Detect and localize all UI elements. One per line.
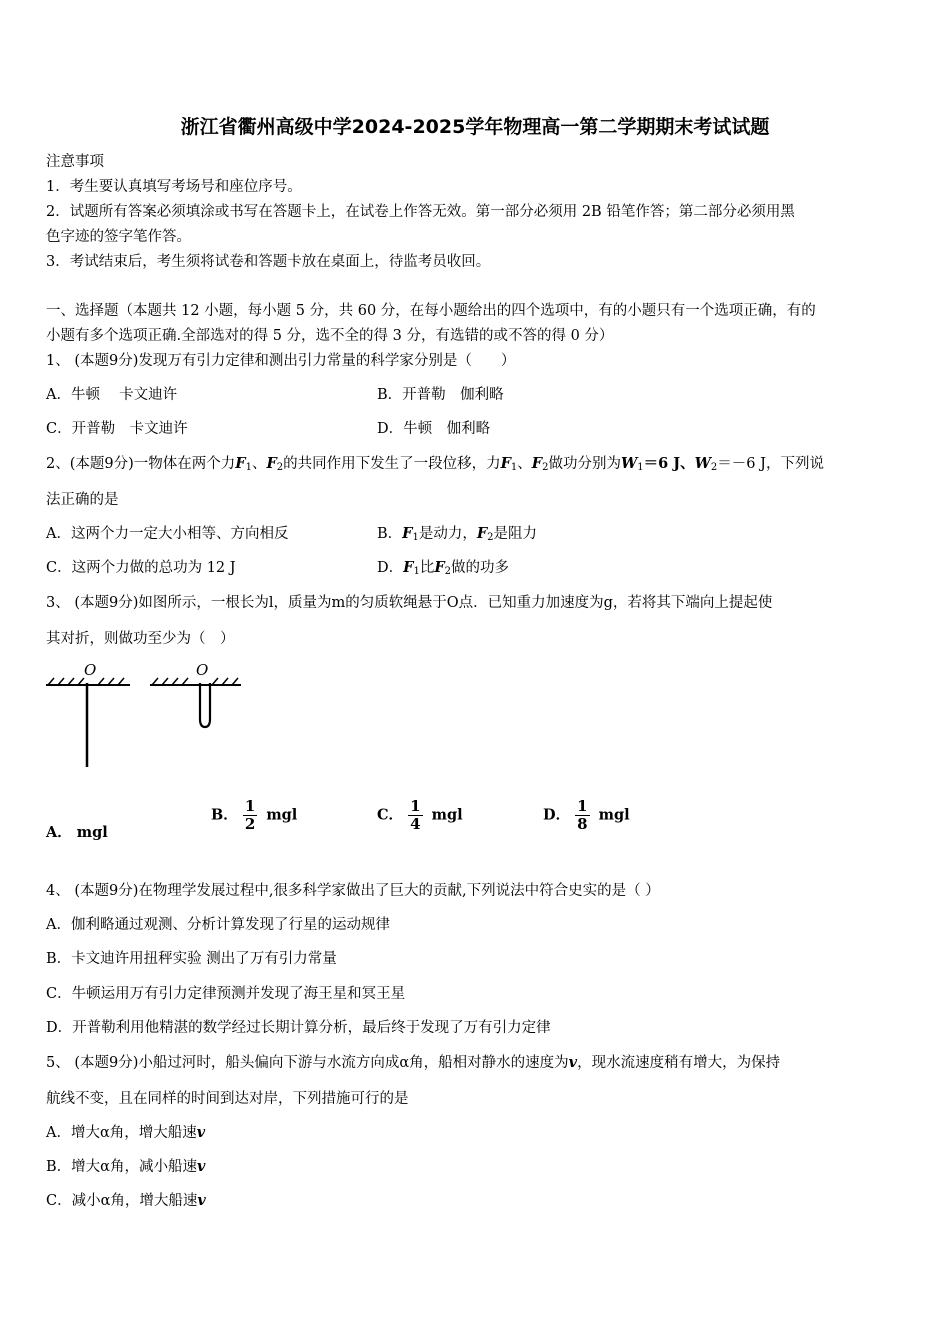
rope-folded — [200, 683, 210, 727]
fraction-one-half: $\frac{1}{2}$ — [244, 797, 256, 833]
question-1-stem: 1、 (本题9分)发现万有引力定律和测出引力常量的科学家分别是（ ） — [46, 353, 516, 369]
question-3-stem-line-2: 其对折，则做功至少为（ ） — [46, 631, 235, 647]
question-3-option-c: C． $\frac{1}{4}$ mgl — [377, 797, 463, 833]
section-line-1: 一、选择题（本题共 12 小题，每小题 5 分，共 60 分，在每小题给出的四个选项中，有的小题只有一个选项正确，有的 — [46, 303, 816, 319]
question-2-option-a: A．这两个力一定大小相等、方向相反 — [46, 526, 289, 542]
question-1-option-c: C．开普勒 卡文迪许 — [46, 421, 188, 437]
question-4-stem: 4、 (本题9分)在物理学发展过程中,很多科学家做出了巨大的贡献,下列说法中符合史实的是（ ） — [46, 883, 660, 899]
notice-heading: 注意事项 — [46, 154, 104, 170]
notice-item-2b: 色字迹的签字笔作答。 — [46, 229, 191, 245]
question-3-option-d: D． $\frac{1}{8}$ mgl — [543, 797, 630, 833]
question-2-option-d: D．$F_1$比$F_2$做的功多 — [377, 559, 509, 577]
notice-item-2a: 2．试题所有答案必须填涂或书写在答题卡上，在试卷上作答无效。第一部分必须用 2B 铅笔作答；第二部分必须用黑 — [46, 204, 795, 220]
question-5-stem: 5、 (本题9分)小船过河时，船头偏向下游与水流方向成α角，船相对静水的速度为v，现水流速度稍有增大，为保持 — [46, 1054, 781, 1071]
rope-diagram — [40, 655, 250, 775]
page-title: 浙江省衢州高级中学2024-2025学年物理高一第二学期期末考试试题 — [180, 116, 770, 138]
question-5-stem-line-2: 航线不变，且在同样的时间到达对岸，下列措施可行的是 — [46, 1091, 409, 1107]
question-3-option-a: A． mgl — [46, 824, 108, 841]
question-4-option-c: C．牛顿运用万有引力定律预测并发现了海王星和冥王星 — [46, 986, 406, 1002]
question-1-option-a: A．牛顿 卡文迪许 — [46, 387, 178, 403]
question-2-option-c: C．这两个力做的总功为 12 J — [46, 560, 236, 576]
question-1-option-b: B．开普勒 伽利略 — [377, 387, 504, 403]
question-1-option-d: D．牛顿 伽利略 — [377, 421, 491, 437]
question-4-option-b: B．卡文迪许用扭秤实验 测出了万有引力常量 — [46, 951, 337, 967]
question-5-option-c: C．减小α角，增大船速v — [46, 1192, 206, 1209]
question-5-option-b: B．增大α角，减小船速v — [46, 1158, 206, 1175]
notice-item-1: 1．考生要认真填写考场号和座位序号。 — [46, 179, 302, 195]
point-o-label-left: O — [84, 661, 97, 679]
question-2-option-b: B．$F_1$是动力，$F_2$是阻力 — [377, 525, 537, 543]
question-3-stem: 3、 (本题9分)如图所示，一根长为l，质量为m的匀质软绳悬于O点．已知重力加速度为g，若将其下端向上提起使 — [46, 595, 773, 611]
question-4-option-a: A．伽利略通过观测、分析计算发现了行星的运动规律 — [46, 917, 390, 933]
question-2-stem: 2、(本题9分)一物体在两个力$F_1$、$F_2$的共同作用下发生了一段位移，力$F_1$、$F_2$做功分别为$W_1=6$ J、$W_2=-6$ J，下列说 — [46, 455, 824, 473]
notice-item-3: 3．考试结束后，考生须将试卷和答题卡放在桌面上，待监考员收回。 — [46, 254, 491, 270]
fraction-one-eighth: $\frac{1}{8}$ — [577, 797, 588, 833]
question-2-stem-line-2: 法正确的是 — [46, 492, 119, 508]
question-4-option-d: D．开普勒利用他精湛的数学经过长期计算分析，最后终于发现了万有引力定律 — [46, 1020, 551, 1036]
question-3-option-b: B． $\frac{1}{2}$ mgl — [211, 797, 298, 833]
fraction-one-quarter: $\frac{1}{4}$ — [410, 797, 421, 833]
question-5-option-a: A．增大α角，增大船速v — [46, 1124, 206, 1141]
ceiling-right — [150, 678, 241, 685]
point-o-label-right: O — [196, 661, 209, 679]
section-line-2: 小题有多个选项正确.全部选对的得 5 分，选不全的得 3 分，有选错的或不答的得 0 分） — [46, 328, 614, 344]
